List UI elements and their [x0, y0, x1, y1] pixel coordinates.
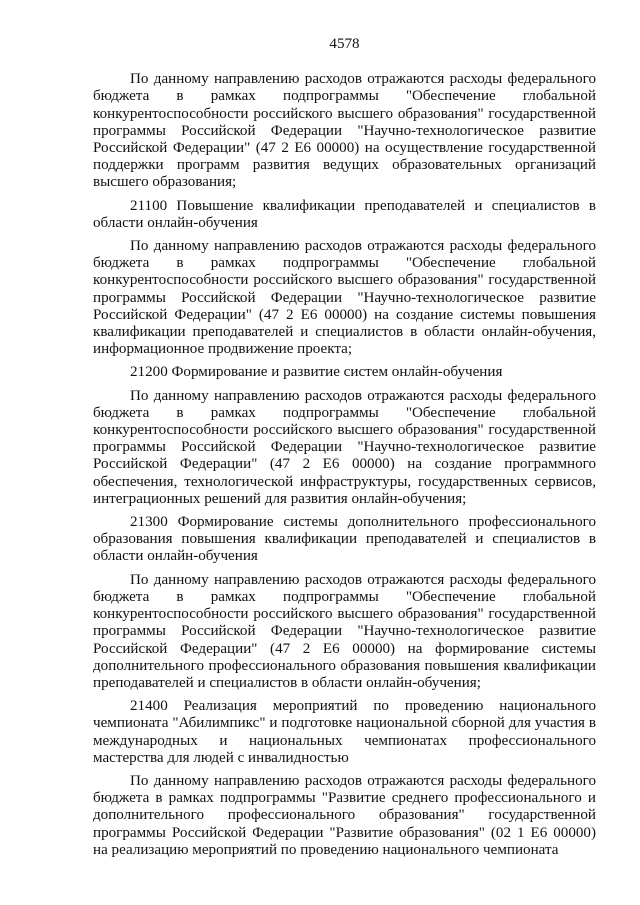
- section-heading: 21100 Повышение квалификации преподавателей и специалистов в области онлайн-обучения: [93, 197, 596, 231]
- paragraph: По данному направлению расходов отражаются расходы федерального бюджета в рамках подпрограммы "Обеспечение глобальной конкурентоспособности российского высшего образования" государственной программы Российской Федерации "Научно-технологическое развитие Российской Федерации" (47 2 Е6 00000) на создание системы повышения квалификации преподавателей и специалистов в области онлайн-обучения, информационное продвижение проекта;: [93, 238, 596, 358]
- page-number: 4578: [329, 36, 360, 52]
- section-heading: 21400 Реализация мероприятий по проведению национального чемпионата "Абилимпикс" и подготовке национальной сборной для участия в международных и национальных чемпионатах профессионального мастерства для людей с инвалидностью: [93, 698, 596, 766]
- section-heading: 21200 Формирование и развитие систем онлайн-обучения: [130, 364, 503, 381]
- paragraph: По данному направлению расходов отражаются расходы федерального бюджета в рамках подпрограммы "Обеспечение глобальной конкурентоспособности российского высшего образования" государственной программы Российской Федерации "Научно-технологическое развитие Российской Федерации" (47 2 Е6 00000) на создание программного обеспечения, технологической инфраструктуры, государственных сервисов, интеграционных решений для развития онлайн-обучения;: [93, 387, 596, 507]
- paragraph: По данному направлению расходов отражаются расходы федерального бюджета в рамках подпрограммы "Развитие среднего профессионального и дополнительного профессионального образования" государственной программы Российской Федерации "Развитие образования" (02 1 Е6 00000) на реализацию мероприятий по проведению национального чемпионата: [93, 772, 596, 858]
- section-heading: 21300 Формирование системы дополнительного профессионального образования повышения квалификации преподавателей и специалистов в области онлайн-обучения: [93, 514, 596, 565]
- paragraph: По данному направлению расходов отражаются расходы федерального бюджета в рамках подпрограммы "Обеспечение глобальной конкурентоспособности российского высшего образования" государственной программы Российской Федерации "Научно-технологическое развитие Российской Федерации" (47 2 Е6 00000) на осуществление государственной поддержки программ развития ведущих образовательных организаций высшего образования;: [93, 71, 596, 191]
- document-page: [93, 36, 596, 865]
- paragraph: По данному направлению расходов отражаются расходы федерального бюджета в рамках подпрограммы "Обеспечение глобальной конкурентоспособности российского высшего образования" государственной программы Российской Федерации "Научно-технологическое развитие Российской Федерации" (47 2 Е6 00000) на формирование системы дополнительного профессионального образования повышения квалификации преподавателей и специалистов в области онлайн-обучения;: [93, 571, 596, 691]
